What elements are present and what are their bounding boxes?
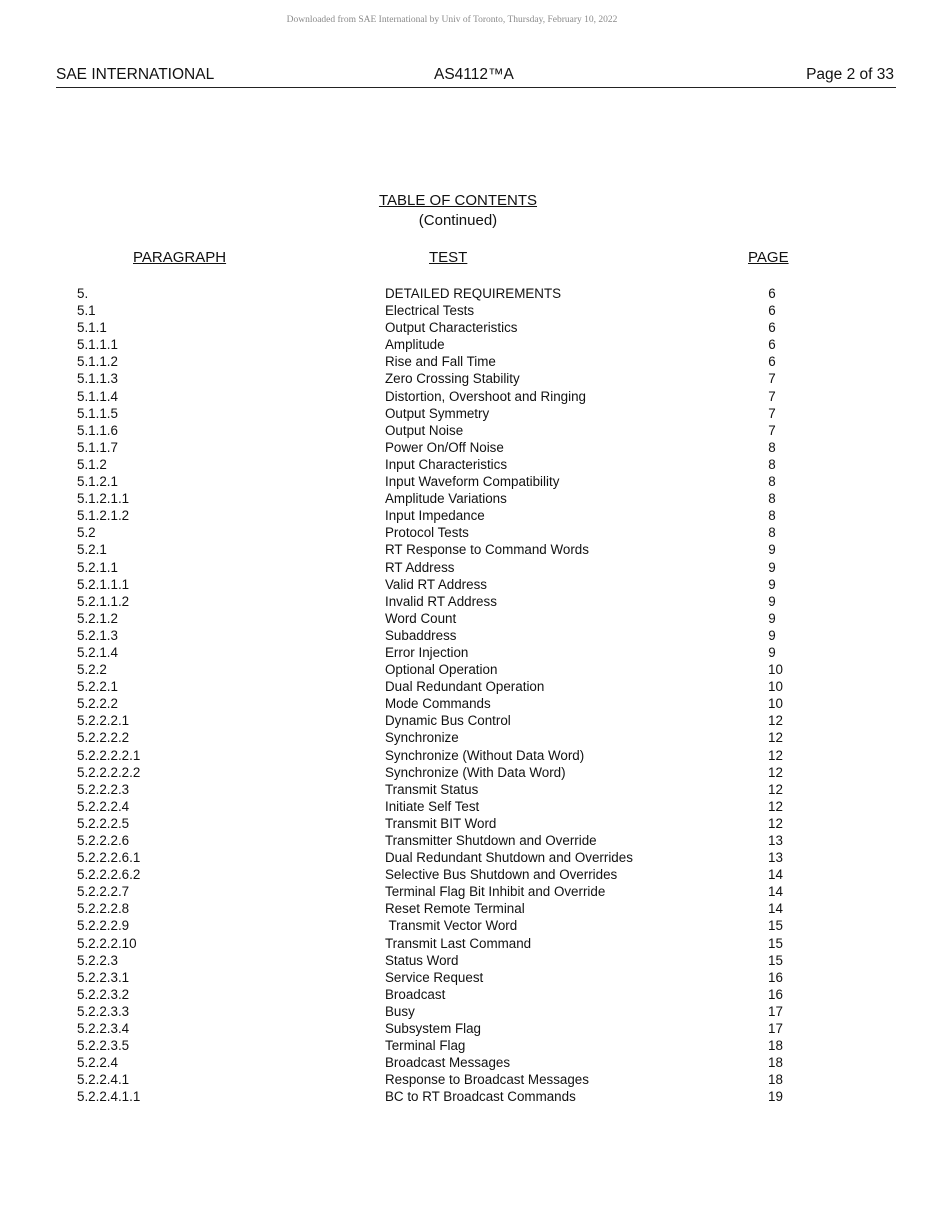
page-ref: 7 [768, 388, 776, 404]
paragraph-number: 5.2.2.3.3 [77, 1003, 130, 1019]
page-ref: 8 [768, 474, 776, 490]
page-header [56, 66, 896, 88]
toc-entry [0, 678, 950, 695]
test-name: Service Request [385, 969, 484, 985]
column-header-test: TEST [429, 249, 468, 266]
toc-entry [0, 849, 950, 866]
paragraph-number: 5.1.2 [77, 456, 107, 472]
test-name: RT Address [385, 559, 455, 575]
page-ref: 7 [768, 371, 776, 387]
page-ref: 7 [768, 405, 776, 421]
page-ref: 6 [768, 286, 776, 301]
test-name: Input Characteristics [385, 456, 508, 472]
paragraph-number: 5.2.1.1.1 [77, 576, 130, 592]
toc-entry [0, 593, 950, 610]
column-header-page: PAGE [748, 249, 789, 266]
paragraph-number: 5.2.2.2.8 [77, 901, 130, 917]
paragraph-number: 5.1.1.3 [77, 371, 118, 387]
paragraph-number: 5.2.2.2.6.1 [77, 850, 141, 866]
toc-entry [0, 507, 950, 524]
page-ref: 10 [768, 662, 783, 678]
page-ref: 18 [768, 1072, 783, 1088]
toc-entry [0, 456, 950, 473]
page-ref: 17 [768, 1021, 783, 1037]
test-name: BC to RT Broadcast Commands [385, 1089, 576, 1105]
test-name: Status Word [385, 952, 459, 968]
paragraph-number: 5.2.1.1 [77, 559, 118, 575]
page-ref: 9 [768, 593, 776, 609]
page-ref: 16 [768, 969, 783, 985]
paragraph-number: 5.1.2.1.2 [77, 508, 130, 524]
test-name: Error Injection [385, 644, 469, 660]
paragraph-number: 5.2.2.2.2 [77, 730, 130, 746]
toc-entry [0, 422, 950, 439]
toc-entry [0, 524, 950, 541]
page-ref: 12 [768, 764, 783, 780]
document-number: AS4112™A [434, 66, 514, 83]
toc-entry [0, 559, 950, 576]
paragraph-number: 5.2.2.2.1 [77, 713, 130, 729]
test-name: Transmit Status [385, 781, 479, 797]
page-ref: 8 [768, 456, 776, 472]
paragraph-number: 5.2.1.3 [77, 627, 118, 643]
page-ref: 6 [768, 320, 776, 336]
toc-entry [0, 302, 950, 319]
test-name: Response to Broadcast Messages [385, 1072, 589, 1088]
test-name: Initiate Self Test [385, 798, 480, 814]
toc-entry [0, 473, 950, 490]
toc-entry [0, 285, 950, 302]
toc-entry [0, 1003, 950, 1020]
test-name: Protocol Tests [385, 525, 469, 541]
page-ref: 8 [768, 439, 776, 455]
test-name: Distortion, Overshoot and Ringing [385, 388, 586, 404]
test-name: Broadcast [385, 986, 446, 1002]
toc-entry [0, 490, 950, 507]
toc-entry [0, 610, 950, 627]
page-ref: 9 [768, 627, 776, 643]
test-name: Synchronize (With Data Word) [385, 764, 566, 780]
paragraph-number: 5.2.2.4.1.1 [77, 1089, 141, 1105]
paragraph-number: 5.2.1.2 [77, 610, 118, 626]
publisher-name: SAE INTERNATIONAL [56, 66, 215, 83]
test-name: Word Count [385, 610, 457, 626]
page-ref: 14 [768, 901, 783, 917]
page-ref: 6 [768, 337, 776, 353]
toc-entry [0, 815, 950, 832]
paragraph-number: 5.2.2 [77, 662, 107, 678]
paragraph-number: 5.2.2.3.5 [77, 1038, 130, 1054]
test-name: Output Characteristics [385, 320, 518, 336]
test-name: Subsystem Flag [385, 1021, 482, 1037]
test-name: Reset Remote Terminal [385, 901, 525, 917]
test-name: Mode Commands [385, 696, 491, 712]
paragraph-number: 5.1 [77, 303, 96, 319]
test-name: Zero Crossing Stability [385, 371, 520, 387]
test-name: Busy [385, 1003, 415, 1019]
paragraph-number: 5.1.1.1 [77, 337, 118, 353]
toc-entry [0, 781, 950, 798]
test-name: Transmit BIT Word [385, 815, 497, 831]
toc-entry [0, 729, 950, 746]
test-name: Electrical Tests [385, 303, 475, 319]
paragraph-number: 5.2.2.3.1 [77, 969, 130, 985]
test-name: Broadcast Messages [385, 1055, 511, 1071]
paragraph-number: 5.1.1.4 [77, 388, 118, 404]
paragraph-number: 5.1.1.6 [77, 422, 118, 438]
toc-entry [0, 986, 950, 1003]
page-ref: 12 [768, 798, 783, 814]
page-ref: 19 [768, 1089, 783, 1105]
paragraph-number: 5.2.2.2.2.2 [77, 764, 141, 780]
toc-entry [0, 900, 950, 917]
toc-entry [0, 917, 950, 934]
toc-subtitle: (Continued) [418, 212, 498, 229]
paragraph-number: 5.2.2.2.3 [77, 781, 130, 797]
page-ref: 14 [768, 884, 783, 900]
paragraph-number: 5. [77, 286, 89, 301]
test-name: DETAILED REQUIREMENTS [385, 286, 562, 301]
toc-entry [0, 319, 950, 336]
test-name: Amplitude [385, 337, 445, 353]
toc-entry [0, 952, 950, 969]
paragraph-number: 5.1.1 [77, 320, 107, 336]
toc-entry [0, 883, 950, 900]
page-ref: 6 [768, 303, 776, 319]
test-name: Amplitude Variations [385, 491, 507, 507]
toc-entry [0, 832, 950, 849]
toc-entry [0, 353, 950, 370]
page-ref: 9 [768, 610, 776, 626]
paragraph-number: 5.2.2.4.1 [77, 1072, 130, 1088]
page-ref: 18 [768, 1038, 783, 1054]
page-ref: 6 [768, 354, 776, 370]
page-ref: 9 [768, 576, 776, 592]
paragraph-number: 5.2.2.2.6.2 [77, 867, 141, 883]
page-ref: 18 [768, 1055, 783, 1071]
page-ref: 8 [768, 525, 776, 541]
test-name: Terminal Flag [385, 1038, 466, 1054]
paragraph-number: 5.2.1.4 [77, 644, 118, 660]
toc-entry [0, 1037, 950, 1054]
page-ref: 12 [768, 747, 783, 763]
paragraph-number: 5.1.1.7 [77, 439, 118, 455]
toc-entry [0, 439, 950, 456]
page-ref: 12 [768, 815, 783, 831]
paragraph-number: 5.2.2.2.6 [77, 833, 130, 848]
toc-entry [0, 644, 950, 661]
toc-entry [0, 576, 950, 593]
page-ref: 12 [768, 781, 783, 797]
column-header-paragraph: PARAGRAPH [133, 249, 227, 266]
toc-entry [0, 661, 950, 678]
page-ref: 17 [768, 1003, 783, 1019]
test-name: Input Waveform Compatibility [385, 474, 560, 490]
page-number: Page 2 of 33 [806, 66, 894, 83]
paragraph-number: 5.2.2.2.4 [77, 798, 130, 814]
page-ref: 14 [768, 867, 783, 883]
test-name: Terminal Flag Bit Inhibit and Override [385, 884, 606, 900]
test-name: Power On/Off Noise [385, 439, 504, 455]
toc-entry [0, 695, 950, 712]
toc-entry [0, 747, 950, 764]
test-name: Dual Redundant Operation [385, 679, 545, 695]
toc-entry [0, 712, 950, 729]
test-name: Input Impedance [385, 508, 485, 524]
page-ref: 15 [768, 918, 783, 934]
paragraph-number: 5.2.2.3.2 [77, 986, 130, 1002]
test-name: Output Noise [385, 422, 464, 438]
toc-entry [0, 866, 950, 883]
test-name: Selective Bus Shutdown and Overrides [385, 867, 618, 883]
page-ref: 9 [768, 559, 776, 575]
test-name: Dynamic Bus Control [385, 713, 511, 729]
page-ref: 10 [768, 679, 783, 695]
test-name: RT Response to Command Words [385, 542, 589, 558]
page-ref: 10 [768, 696, 783, 712]
toc-entry [0, 370, 950, 387]
toc-entry [0, 336, 950, 353]
paragraph-number: 5.2.2.4 [77, 1055, 118, 1071]
paragraph-number: 5.2.2.3.4 [77, 1021, 130, 1037]
toc-entry [0, 388, 950, 405]
toc-entry [0, 1020, 950, 1037]
toc-entry [0, 627, 950, 644]
page-ref: 16 [768, 986, 783, 1002]
paragraph-number: 5.1.1.5 [77, 405, 118, 421]
paragraph-number: 5.2 [77, 525, 96, 541]
toc-entry [0, 405, 950, 422]
paragraph-number: 5.2.2.2.5 [77, 815, 130, 831]
page-ref: 8 [768, 491, 776, 507]
paragraph-number: 5.2.2.2.7 [77, 884, 130, 900]
paragraph-number: 5.1.2.1 [77, 474, 118, 490]
toc-entry [0, 969, 950, 986]
test-name: Valid RT Address [385, 576, 487, 592]
paragraph-number: 5.1.1.2 [77, 354, 118, 370]
toc-entries [0, 285, 950, 1106]
test-name: Subaddress [385, 627, 457, 643]
paragraph-number: 5.2.2.2.10 [77, 935, 137, 951]
toc-entry [0, 1071, 950, 1088]
paragraph-number: 5.2.2.2.9 [77, 918, 130, 934]
test-name: Synchronize (Without Data Word) [385, 747, 585, 763]
page-ref: 13 [768, 850, 783, 866]
toc-entry [0, 1088, 950, 1105]
paragraph-number: 5.1.2.1.1 [77, 491, 130, 507]
paragraph-number: 5.2.2.3 [77, 952, 118, 968]
test-name: Transmitter Shutdown and Override [385, 833, 597, 848]
toc-entry [0, 1054, 950, 1071]
test-name: Synchronize [385, 730, 459, 746]
paragraph-number: 5.2.1.1.2 [77, 593, 130, 609]
paragraph-number: 5.2.2.1 [77, 679, 118, 695]
page-ref: 7 [768, 422, 776, 438]
download-watermark: Downloaded from SAE International by Univ of Toronto, Thursday, February 10, 2022 [286, 15, 618, 25]
test-name: Optional Operation [385, 662, 498, 678]
page-ref: 9 [768, 644, 776, 660]
page-ref: 15 [768, 935, 783, 951]
test-name: Transmit Vector Word [385, 918, 518, 934]
test-name: Transmit Last Command [385, 935, 532, 951]
toc-entry [0, 541, 950, 558]
test-name: Output Symmetry [385, 405, 490, 421]
page-ref: 12 [768, 730, 783, 746]
paragraph-number: 5.2.1 [77, 542, 107, 558]
page-ref: 8 [768, 508, 776, 524]
test-name: Rise and Fall Time [385, 354, 496, 370]
toc-entry [0, 935, 950, 952]
test-name: Dual Redundant Shutdown and Overrides [385, 850, 633, 866]
page-ref: 15 [768, 952, 783, 968]
toc-entry [0, 798, 950, 815]
toc-entry [0, 764, 950, 781]
test-name: Invalid RT Address [385, 593, 497, 609]
paragraph-number: 5.2.2.2 [77, 696, 118, 712]
page-ref: 13 [768, 833, 783, 848]
toc-title: TABLE OF CONTENTS [378, 192, 538, 209]
paragraph-number: 5.2.2.2.2.1 [77, 747, 141, 763]
page-ref: 9 [768, 542, 776, 558]
page-ref: 12 [768, 713, 783, 729]
